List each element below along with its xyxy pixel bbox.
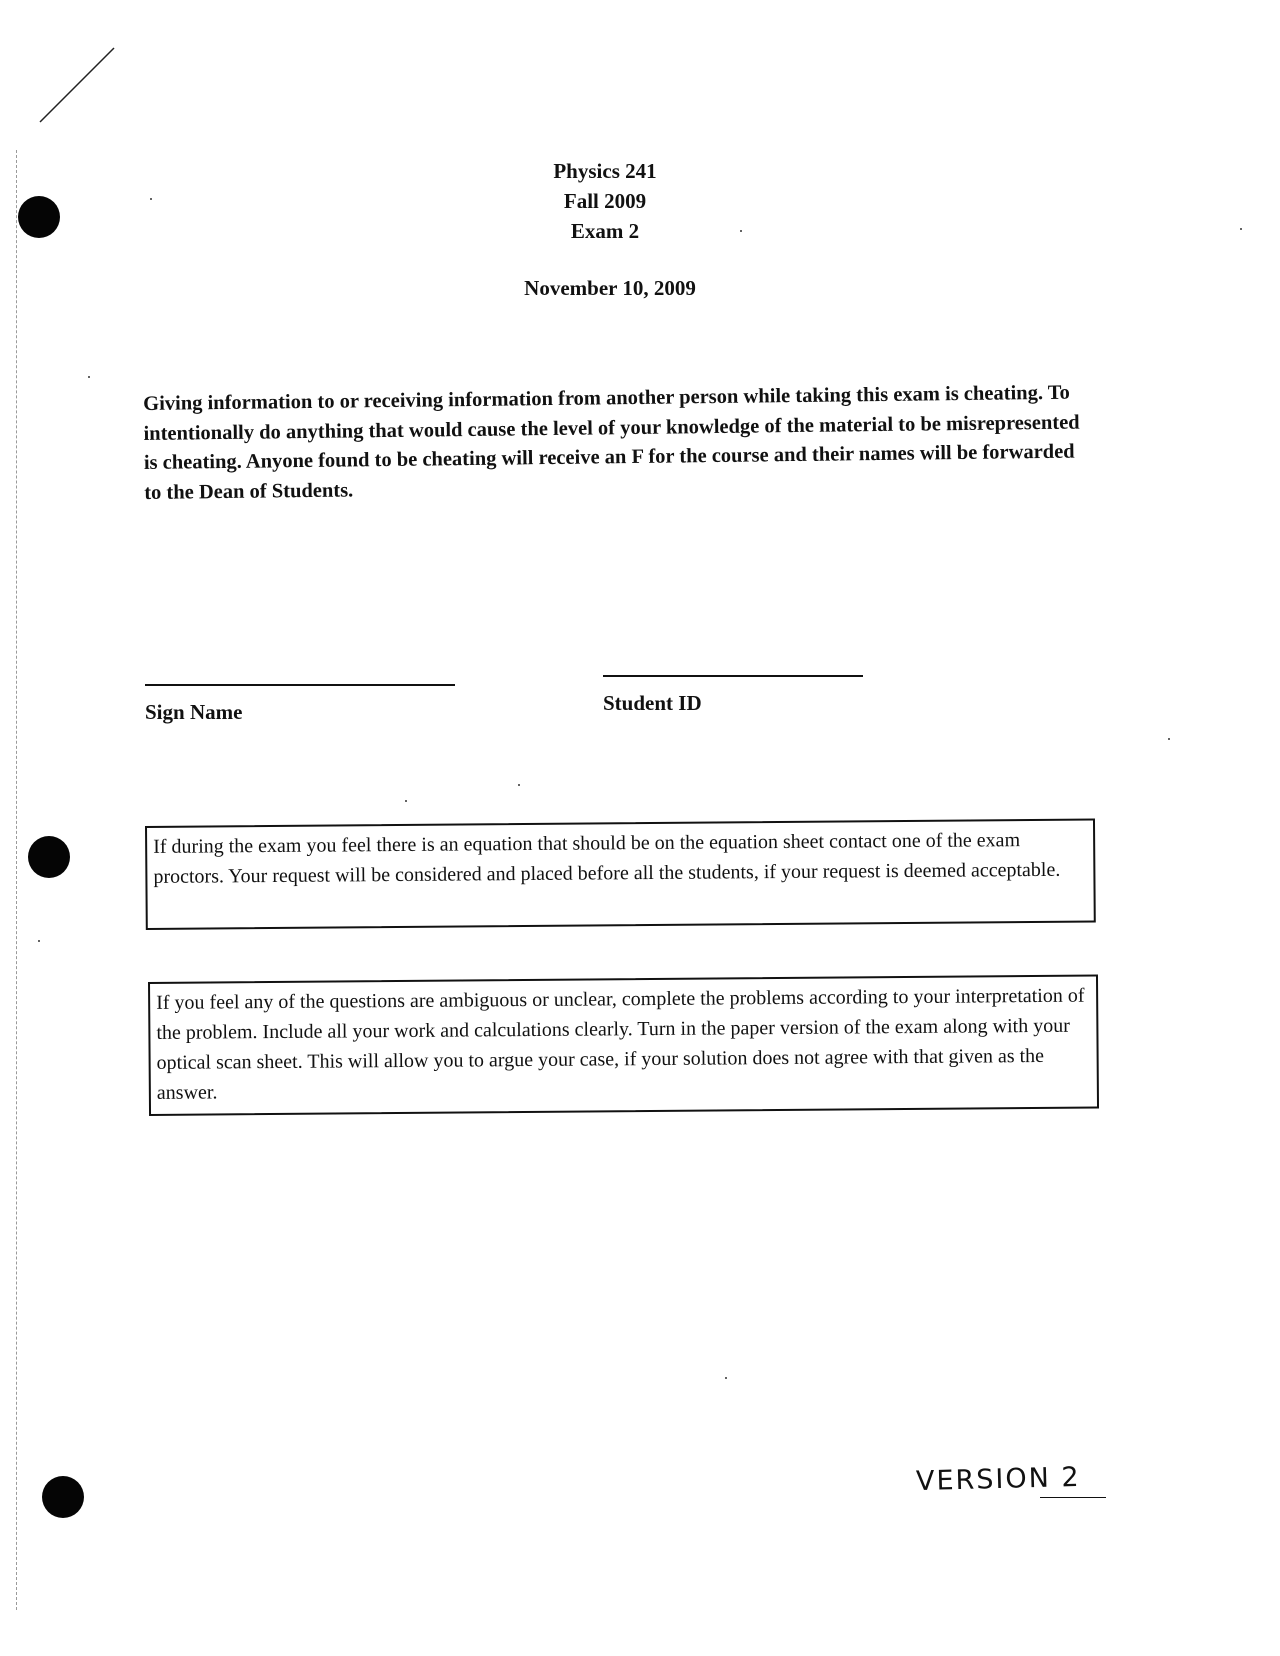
sign-name-label: Sign Name xyxy=(145,700,243,724)
scan-speck xyxy=(518,784,520,786)
sign-name-line xyxy=(145,684,455,686)
punch-hole-top xyxy=(18,196,60,238)
handwritten-version-mark: VERSION 2 xyxy=(915,1461,1081,1498)
sign-name-field[interactable] xyxy=(145,684,455,725)
exam-label: Exam 2 xyxy=(570,219,640,243)
scan-edge-line xyxy=(16,150,17,1610)
scan-speck xyxy=(88,376,90,378)
exam-header xyxy=(480,156,730,246)
punch-hole-bottom xyxy=(42,1476,84,1518)
scan-speck xyxy=(150,198,152,200)
term-label: Fall 2009 xyxy=(563,189,647,213)
exam-date: November 10, 2009 xyxy=(524,276,696,300)
student-id-field[interactable] xyxy=(603,675,863,716)
scan-speck xyxy=(1168,738,1170,740)
version-underline xyxy=(1040,1497,1106,1498)
ambiguous-questions-notice: If you feel any of the questions are ambiguous or unclear, complete the problems according to your interpretation of the problem. Include all your work and calculations clearly. Turn in the paper version of the exam along with your optical scan sheet. This will allow you to argue your case, if your solution does not agree with that given as the answer. xyxy=(148,975,1099,1116)
scan-speck xyxy=(725,1377,727,1379)
student-id-line xyxy=(603,675,863,677)
scan-speck xyxy=(38,940,40,942)
course-title: Physics 241 xyxy=(553,159,657,183)
punch-hole-middle xyxy=(28,836,70,878)
scan-speck xyxy=(1240,228,1242,230)
equation-sheet-notice: If during the exam you feel there is an equation that should be on the equation sheet contact one of the exam proctors. Your request will be considered and placed before all the students, if your request is deemed acceptable. xyxy=(145,819,1096,930)
scan-speck xyxy=(740,230,742,232)
honor-statement: Giving information to or receiving information from another person while taking this exam is cheating. To intentionally do anything that would cause the level of your knowledge of the material to be misrepresented is cheating. Anyone found to be cheating will receive an F for the course and their names will be forwarded to the Dean of Students. xyxy=(143,381,1080,504)
pen-stroke-mark xyxy=(36,46,116,126)
student-id-label: Student ID xyxy=(603,691,702,715)
scan-speck xyxy=(405,800,407,802)
